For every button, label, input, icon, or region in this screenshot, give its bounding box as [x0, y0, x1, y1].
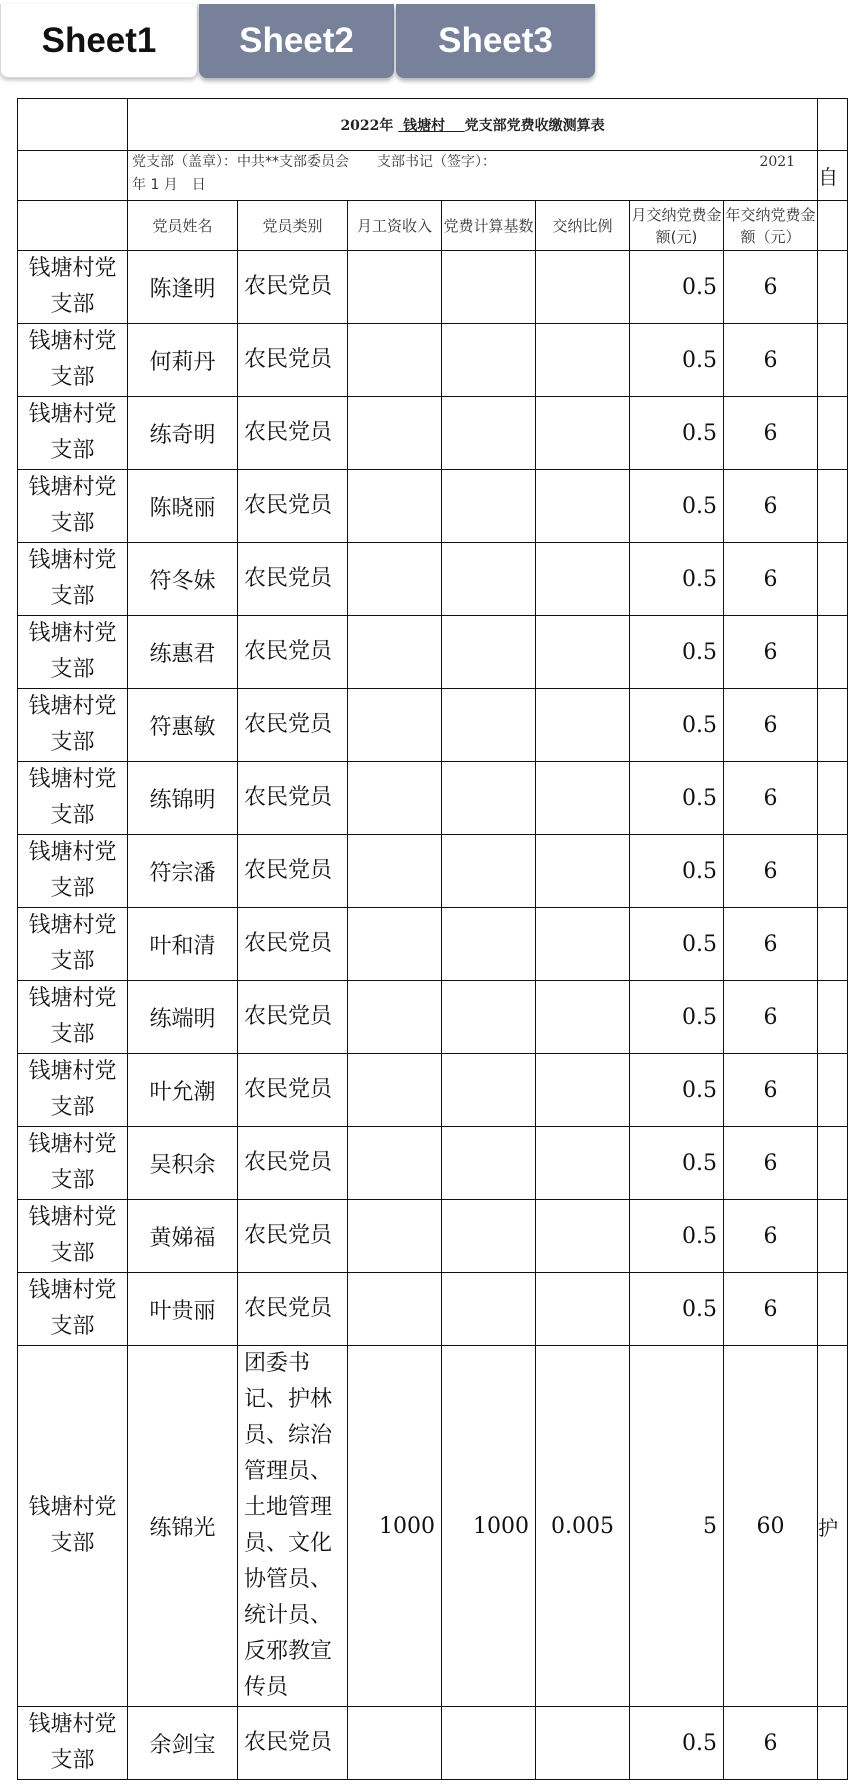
title-row — [18, 99, 848, 151]
info-row — [18, 151, 848, 201]
cell-base[interactable] — [442, 689, 536, 762]
cell-org[interactable]: 钱塘村党支部 — [18, 1127, 128, 1200]
cell-edge[interactable] — [818, 616, 848, 689]
cell-org[interactable]: 钱塘村党支部 — [18, 543, 128, 616]
cell-annual[interactable]: 6 — [724, 324, 818, 397]
cell-a1[interactable] — [18, 99, 128, 151]
cell-monthly[interactable]: 5 — [630, 1346, 724, 1707]
header-ratio[interactable]: 交纳比例 — [536, 201, 630, 251]
cell-income[interactable] — [348, 1273, 442, 1346]
info-edge-cell[interactable]: 自 — [818, 151, 848, 201]
cell-income[interactable] — [348, 397, 442, 470]
cell-org[interactable]: 钱塘村党支部 — [18, 1200, 128, 1273]
cell-income[interactable] — [348, 1127, 442, 1200]
cell-base[interactable] — [442, 397, 536, 470]
table-row — [18, 981, 848, 1054]
cell-edge[interactable] — [818, 1707, 848, 1780]
cell-monthly[interactable]: 0.5 — [630, 543, 724, 616]
table-row — [18, 908, 848, 981]
title-year: 2022年 — [340, 117, 394, 134]
cell-name[interactable]: 叶允潮 — [128, 1054, 238, 1127]
cell-base[interactable] — [442, 981, 536, 1054]
cell-monthly[interactable]: 0.5 — [630, 1707, 724, 1780]
cell-income[interactable] — [348, 1707, 442, 1780]
cell-name[interactable]: 练奇明 — [128, 397, 238, 470]
cell-edge[interactable] — [818, 1127, 848, 1200]
table-row — [18, 835, 848, 908]
table-row — [18, 1273, 848, 1346]
cell-ratio[interactable] — [536, 1054, 630, 1127]
cell-base[interactable] — [442, 470, 536, 543]
sheet-title[interactable] — [128, 99, 818, 151]
cell-income[interactable] — [348, 470, 442, 543]
cell-type[interactable]: 农民党员 — [238, 1200, 348, 1273]
cell-edge[interactable] — [818, 981, 848, 1054]
cell-name[interactable]: 练惠君 — [128, 616, 238, 689]
cell-name[interactable]: 符惠敏 — [128, 689, 238, 762]
cell-base[interactable] — [442, 835, 536, 908]
cell-type[interactable]: 农民党员 — [238, 1273, 348, 1346]
cell-type[interactable]: 农民党员 — [238, 908, 348, 981]
table-row — [18, 470, 848, 543]
cell-edge[interactable] — [818, 762, 848, 835]
cell-ratio[interactable] — [536, 616, 630, 689]
cell-name[interactable]: 余剑宝 — [128, 1707, 238, 1780]
cell-annual[interactable]: 6 — [724, 470, 818, 543]
header-monthly[interactable]: 月交纳党费金额(元) — [630, 201, 724, 251]
cell-type[interactable]: 农民党员 — [238, 689, 348, 762]
cell-name[interactable]: 陈逢明 — [128, 251, 238, 324]
cell-base[interactable] — [442, 616, 536, 689]
cell-base[interactable] — [442, 908, 536, 981]
cell-edge[interactable] — [818, 251, 848, 324]
cell-base[interactable] — [442, 1127, 536, 1200]
cell-income[interactable] — [348, 251, 442, 324]
cell-annual[interactable]: 6 — [724, 1200, 818, 1273]
cell-annual[interactable]: 6 — [724, 1273, 818, 1346]
cell-edge[interactable] — [818, 470, 848, 543]
cell-type[interactable]: 农民党员 — [238, 835, 348, 908]
cell-org[interactable]: 钱塘村党支部 — [18, 762, 128, 835]
cell-ratio[interactable] — [536, 470, 630, 543]
cell-income[interactable] — [348, 908, 442, 981]
cell-name[interactable]: 符宗潘 — [128, 835, 238, 908]
table-row — [18, 324, 848, 397]
cell-name[interactable]: 叶和清 — [128, 908, 238, 981]
header-edge[interactable] — [818, 201, 848, 251]
cell-ratio[interactable] — [536, 1273, 630, 1346]
cell-monthly[interactable]: 0.5 — [630, 397, 724, 470]
header-base[interactable]: 党费计算基数 — [442, 201, 536, 251]
tab-sheet3[interactable]: Sheet3 — [396, 4, 595, 78]
cell-income[interactable] — [348, 689, 442, 762]
cell-org[interactable]: 钱塘村党支部 — [18, 324, 128, 397]
table-row — [18, 1127, 848, 1200]
cell-ratio[interactable] — [536, 1707, 630, 1780]
cell-base[interactable] — [442, 1054, 536, 1127]
cell-org[interactable]: 钱塘村党支部 — [18, 616, 128, 689]
cell-ratio[interactable] — [536, 1127, 630, 1200]
cell-monthly[interactable]: 0.5 — [630, 324, 724, 397]
cell-annual[interactable]: 6 — [724, 981, 818, 1054]
cell-ratio[interactable] — [536, 908, 630, 981]
cell-annual[interactable]: 6 — [724, 1707, 818, 1780]
table-row — [18, 616, 848, 689]
info-line2: 年 1 月 日 — [132, 177, 206, 193]
table-row — [18, 543, 848, 616]
cell-income[interactable] — [348, 762, 442, 835]
cell-edge[interactable] — [818, 1200, 848, 1273]
table-row — [18, 689, 848, 762]
cell-income[interactable] — [348, 616, 442, 689]
cell-monthly[interactable]: 0.5 — [630, 835, 724, 908]
cell-income[interactable] — [348, 543, 442, 616]
cell-income[interactable] — [348, 1200, 442, 1273]
cell-name[interactable]: 练端明 — [128, 981, 238, 1054]
cell-monthly[interactable]: 0.5 — [630, 251, 724, 324]
cell-ratio[interactable] — [536, 689, 630, 762]
cell-ratio[interactable] — [536, 1200, 630, 1273]
branch-info[interactable] — [128, 151, 818, 201]
cell-a2[interactable] — [18, 151, 128, 201]
cell-monthly[interactable]: 0.5 — [630, 1127, 724, 1200]
header-income[interactable]: 月工资收入 — [348, 201, 442, 251]
cell-name[interactable]: 符冬妹 — [128, 543, 238, 616]
cell-monthly[interactable]: 0.5 — [630, 908, 724, 981]
cell-type[interactable]: 团委书记、护林员、综治管理员、土地管理员、文化协管员、统计员、反邪教宣传员 — [238, 1346, 348, 1707]
cell-base[interactable]: 1000 — [442, 1346, 536, 1707]
cell-type[interactable]: 农民党员 — [238, 1054, 348, 1127]
cell-org[interactable]: 钱塘村党支部 — [18, 470, 128, 543]
cell-monthly[interactable]: 0.5 — [630, 981, 724, 1054]
table-row — [18, 397, 848, 470]
cell-type[interactable]: 农民党员 — [238, 1707, 348, 1780]
cell-type[interactable]: 农民党员 — [238, 543, 348, 616]
cell-ratio[interactable]: 0.005 — [536, 1346, 630, 1707]
cell-edge[interactable] — [818, 397, 848, 470]
cell-org[interactable]: 钱塘村党支部 — [18, 397, 128, 470]
sheet-tab-bar — [0, 0, 828, 84]
cell-name[interactable]: 叶贵丽 — [128, 1273, 238, 1346]
cell-annual[interactable]: 60 — [724, 1346, 818, 1707]
cell-ratio[interactable] — [536, 324, 630, 397]
cell-type[interactable]: 农民党员 — [238, 324, 348, 397]
header-annual[interactable]: 年交纳党费金额（元） — [724, 201, 818, 251]
title-suffix: 党支部党费收缴测算表 — [464, 117, 605, 134]
cell-org[interactable]: 钱塘村党支部 — [18, 981, 128, 1054]
cell-monthly[interactable]: 0.5 — [630, 1200, 724, 1273]
cell-ratio[interactable] — [536, 762, 630, 835]
cell-income[interactable]: 1000 — [348, 1346, 442, 1707]
table-row — [18, 1346, 848, 1707]
header-type[interactable]: 党员类别 — [238, 201, 348, 251]
spreadsheet-grid — [17, 98, 848, 1780]
cell-edge[interactable] — [818, 324, 848, 397]
info-line1: 党支部（盖章）：中共**支部委员会 支部书记（签字）： — [132, 154, 496, 170]
cell-name[interactable]: 陈晓丽 — [128, 470, 238, 543]
table-row — [18, 1054, 848, 1127]
cell-type[interactable]: 农民党员 — [238, 981, 348, 1054]
cell-annual[interactable]: 6 — [724, 397, 818, 470]
cell-monthly[interactable]: 0.5 — [630, 470, 724, 543]
cell-annual[interactable]: 6 — [724, 689, 818, 762]
header-name[interactable]: 党员姓名 — [128, 201, 238, 251]
cell-annual[interactable]: 6 — [724, 251, 818, 324]
cell-org[interactable]: 钱塘村党支部 — [18, 689, 128, 762]
cell-ratio[interactable] — [536, 251, 630, 324]
cell-type[interactable]: 农民党员 — [238, 762, 348, 835]
cell-name[interactable]: 何莉丹 — [128, 324, 238, 397]
cell-type[interactable]: 农民党员 — [238, 1127, 348, 1200]
cell-base[interactable] — [442, 543, 536, 616]
cell-monthly[interactable]: 0.5 — [630, 762, 724, 835]
cell-org[interactable]: 钱塘村党支部 — [18, 1346, 128, 1707]
cell-base[interactable] — [442, 1200, 536, 1273]
cell-org[interactable]: 钱塘村党支部 — [18, 835, 128, 908]
cell-edge[interactable] — [818, 1054, 848, 1127]
cell-monthly[interactable]: 0.5 — [630, 1054, 724, 1127]
cell-base[interactable] — [442, 762, 536, 835]
cell-edge[interactable] — [818, 908, 848, 981]
cell-income[interactable] — [348, 1054, 442, 1127]
table-row — [18, 1707, 848, 1780]
cell-ratio[interactable] — [536, 981, 630, 1054]
table-row — [18, 251, 848, 324]
cell-name[interactable]: 吴积余 — [128, 1127, 238, 1200]
cell-org[interactable]: 钱塘村党支部 — [18, 1273, 128, 1346]
cell-annual[interactable]: 6 — [724, 616, 818, 689]
info-year: 2021 — [759, 154, 796, 170]
cell-org[interactable]: 钱塘村党支部 — [18, 1707, 128, 1780]
cell-base[interactable] — [442, 1273, 536, 1346]
cell-base[interactable] — [442, 1707, 536, 1780]
cell-i1[interactable] — [818, 99, 848, 151]
cell-income[interactable] — [348, 835, 442, 908]
cell-income[interactable] — [348, 324, 442, 397]
cell-annual[interactable]: 6 — [724, 908, 818, 981]
tab-sheet2[interactable]: Sheet2 — [199, 4, 394, 78]
tab-sheet1[interactable]: Sheet1 — [0, 4, 198, 78]
header-row — [18, 201, 848, 251]
table-row — [18, 762, 848, 835]
title-village: 钱塘村 — [403, 117, 446, 134]
cell-edge[interactable] — [818, 1273, 848, 1346]
cell-ratio[interactable] — [536, 397, 630, 470]
cell-monthly[interactable]: 0.5 — [630, 1273, 724, 1346]
cell-ratio[interactable] — [536, 835, 630, 908]
cell-type[interactable]: 农民党员 — [238, 616, 348, 689]
cell-edge[interactable]: 护 — [818, 1346, 848, 1707]
cell-ratio[interactable] — [536, 543, 630, 616]
cell-edge[interactable] — [818, 543, 848, 616]
cell-org[interactable]: 钱塘村党支部 — [18, 908, 128, 981]
table-row — [18, 1200, 848, 1273]
cell-name[interactable]: 练锦明 — [128, 762, 238, 835]
cell-annual[interactable]: 6 — [724, 835, 818, 908]
cell-type[interactable]: 农民党员 — [238, 470, 348, 543]
cell-org[interactable]: 钱塘村党支部 — [18, 251, 128, 324]
cell-annual[interactable]: 6 — [724, 543, 818, 616]
cell-edge[interactable] — [818, 835, 848, 908]
cell-name[interactable]: 黄娣福 — [128, 1200, 238, 1273]
cell-type[interactable]: 农民党员 — [238, 251, 348, 324]
header-org[interactable] — [18, 201, 128, 251]
cell-base[interactable] — [442, 324, 536, 397]
cell-monthly[interactable]: 0.5 — [630, 689, 724, 762]
cell-monthly[interactable]: 0.5 — [630, 616, 724, 689]
cell-base[interactable] — [442, 251, 536, 324]
cell-annual[interactable]: 6 — [724, 1054, 818, 1127]
cell-org[interactable]: 钱塘村党支部 — [18, 1054, 128, 1127]
cell-annual[interactable]: 6 — [724, 1127, 818, 1200]
cell-name[interactable]: 练锦光 — [128, 1346, 238, 1707]
cell-annual[interactable]: 6 — [724, 762, 818, 835]
cell-income[interactable] — [348, 981, 442, 1054]
cell-edge[interactable] — [818, 689, 848, 762]
cell-type[interactable]: 农民党员 — [238, 397, 348, 470]
